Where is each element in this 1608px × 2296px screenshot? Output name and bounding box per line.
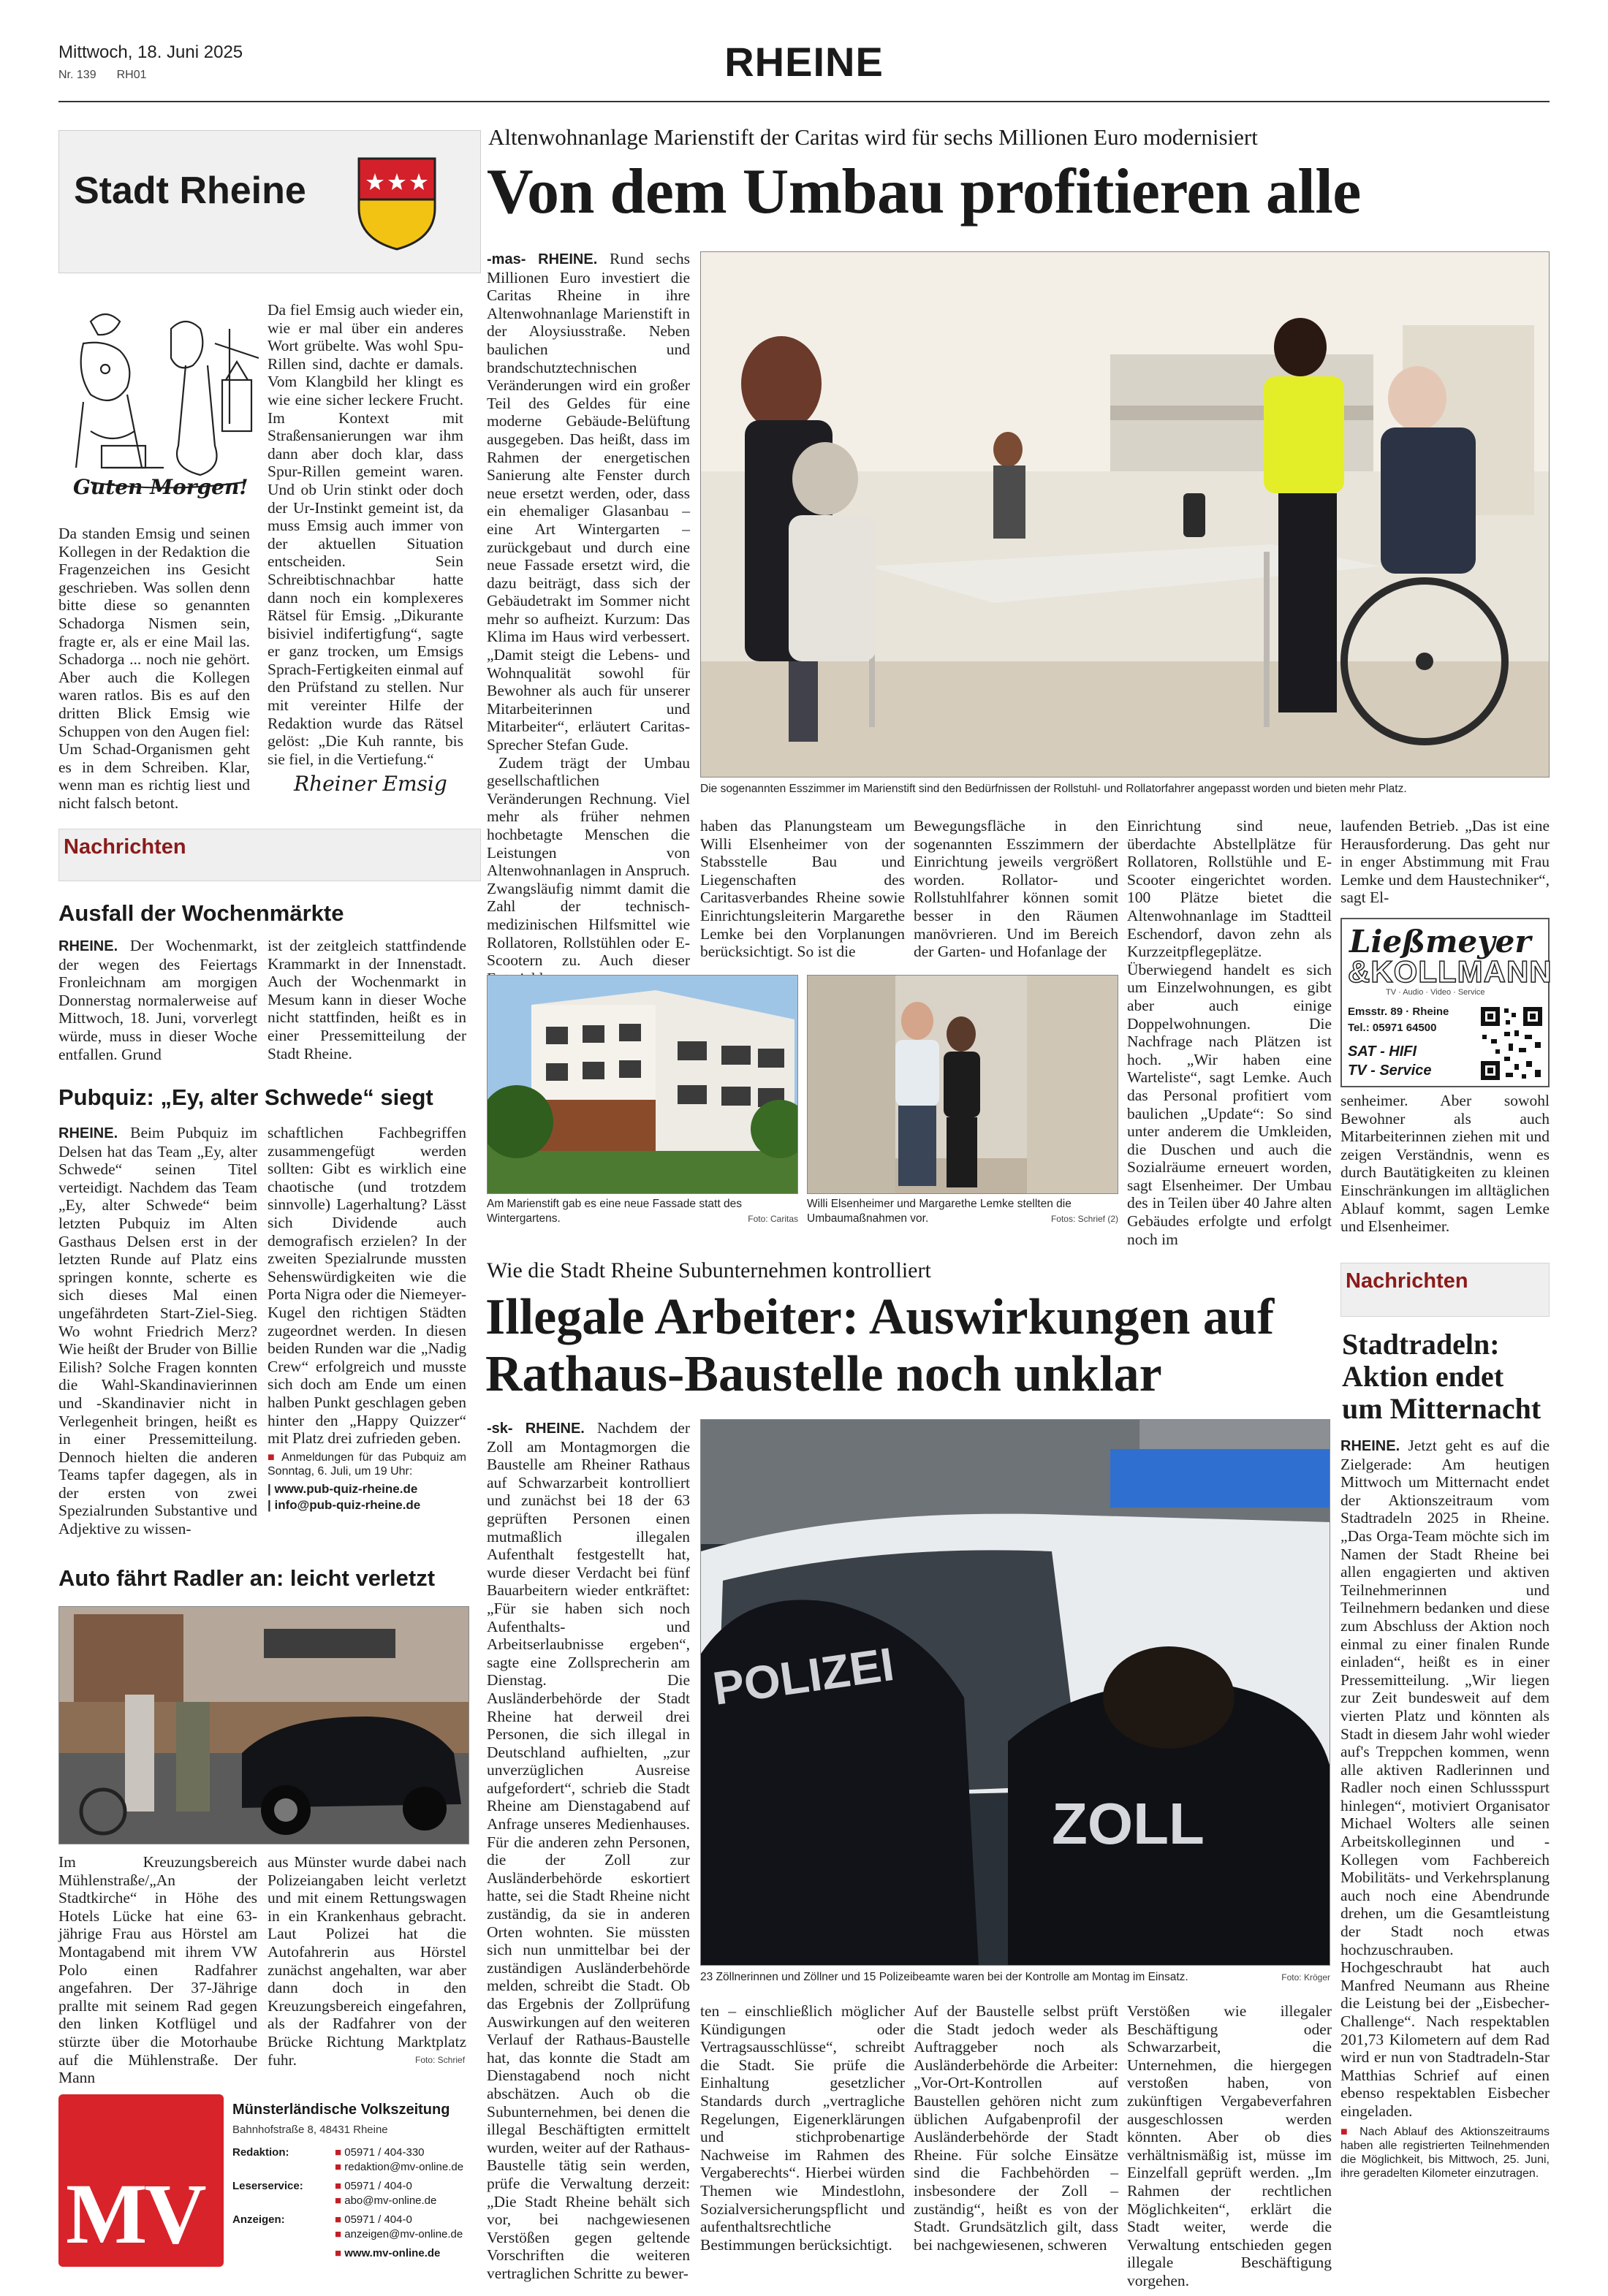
second-column-4: [1127, 2002, 1332, 2290]
mv-contact-table: Redaktion: ■ 05971 / 404-330 ■ redaktion@mv-online.de Leserservice: ■ 05971 / 404-0 ■ abo@mv-online.de Anzeigen: ■ 05971 / 404-0 ■ anzeigen@mv-online.de ■ www.mv-online.de: [232, 2146, 464, 2259]
guten-morgen-column-1: [58, 525, 250, 813]
wochenmaerkte-text-1: Der Wochenmarkt, der wegen des Feiertags Fronleichnam am morgigen Donnerstag normalerweise auf Mittwoch, 18. Juni, vorverlegt würde, muss in dieser Woche entfallen. Grund: [58, 937, 257, 1063]
nachrichten-right-label-box: [1340, 1263, 1550, 1317]
guten-morgen-text-1: Da standen Emsig und seinen Kollegen in der Redaktion die Fragenzeichen ins Gesicht geschrieben. Was sollen denn bitte diese so genannten Schadorga Nismen sein, fragte er, als er eine Mail las. Schadorga ... noch nie gehört. Aber auch die Kollegen waren ratlos. Bis es auf den dritten Blick Emsig wie Schuppen von den Augen fiel: Um Schad-Organismen geht es in dem Schreiben. Klar, wenn man es richtig liest und nicht falsch betont.: [58, 525, 250, 812]
auto-radler-column-1: [58, 1853, 257, 2087]
accident-photo: [58, 1606, 469, 1844]
dateline: RHEINE.: [58, 1125, 118, 1141]
second-kicker: Wie die Stadt Rheine Subunternehmen kontrolliert: [487, 1258, 931, 1282]
mv-anzeigen-phone[interactable]: 05971 / 404-0: [344, 2213, 412, 2226]
svg-text:POLIZEI: POLIZEI: [709, 1637, 898, 1715]
mv-redaktion-email[interactable]: redaktion@mv-online.de: [344, 2161, 464, 2173]
second-headline: [485, 1289, 1274, 1403]
lead-column-3: [914, 817, 1118, 961]
elsenheimer-lemke-photo: [807, 975, 1118, 1194]
nachrichten-label-box: [58, 829, 481, 881]
ad-tagline: TV · Audio · Video · Service: [1386, 988, 1485, 997]
building-photo-credit: Foto: Caritas: [748, 1214, 798, 1224]
lead-text-3: Bewegungsfläche in den sogenannten Esszimmern der Einrichtung jeweils vergrößert worden. Rollator- und Rollstuhlfahrer können somit besser in den Räumen manövrieren. Und im Bereich der Garten- und Hofanlage der: [914, 817, 1118, 961]
pubquiz-email-link[interactable]: info@pub-quiz-rheine.de: [274, 1497, 421, 1512]
pubquiz-text-1: Beim Pubquiz im Delsen hat das Team „Ey, alter Schwede“ seinen Titel verteidigt. Nachdem das Team „Ey, alter Schwede“ beim letzten Pubquiz im Alten Gasthaus Delsen erst in der letzten Runde auf Platz eins springen konnte, scherte es sich dieses Mal einen ungefährdeten Start-Ziel-Sieg. Wo wohnt Friedrich Merz? Wie heißt der Bruder von Billie Eilish? Solche Fragen konnten die Wahl-Skandinavierinnen und -Skandinavier nicht in Verlegenheit bringen, heißt es in einer Pressemitteilung. Dennoch hielten die anderen Teams tapfer dagegen, als in der ersten von zwei Spezialrunden Substantive und Adjektive zu wissen-: [58, 1124, 258, 1538]
mv-row-label: Redaktion:: [232, 2146, 289, 2159]
ad-brand-2: &KOLLMANN: [1348, 954, 1552, 989]
photo-credit: Foto: Schrief: [415, 2055, 466, 2065]
mv-row-label: Anzeigen:: [232, 2213, 285, 2226]
dateline: RHEINE.: [1340, 1438, 1400, 1454]
rheiner-emsig-signature: Rheiner Emsig: [294, 772, 447, 796]
second-headline-line-2: Rathaus-Baustelle noch unklar: [485, 1346, 1162, 1402]
mv-leserservice-phone[interactable]: 05971 / 404-0: [344, 2180, 412, 2192]
headline-auto-radler: Auto fährt Radler an: leicht verletzt: [58, 1565, 436, 1591]
second-headline-line-1: Illegale Arbeiter: Auswirkungen auf: [485, 1289, 1275, 1345]
lead-text-5a: laufenden Betrieb. „Das ist eine Herausforderung. Das geht nur in enger Abstimmung mit Frau Lemke und dem Haustechniker“, sagt El-: [1340, 817, 1550, 907]
zoll-photo-credit: Foto: Kröger: [1281, 1972, 1330, 1983]
pubquiz-note: Anmeldungen für das Pubquiz am Sonntag, 6. Juli, um 19 Uhr:: [268, 1451, 466, 1478]
mv-row-label: Leserservice:: [232, 2180, 303, 2192]
zoll-police-photo: [700, 1419, 1330, 1966]
guten-morgen-cartoon: [61, 300, 266, 504]
lead-kicker: Altenwohnanlage Marienstift der Caritas wird für sechs Millionen Euro modernisiert: [488, 124, 1258, 150]
second-text-1: Nachdem der Zoll am Montagmorgen die Baustelle am Rheiner Rathaus auf Schwarzarbeit kontrolliert und zunächst bei 18 der 63 geprüften Personen einen mutmaßlich illegalen Aufenthalt festgestellt hat, wurde dieser Verdacht bei fünf Bauarbeitern wieder entkräftet: „Für sie haben sich noch Aufenthalts- und Arbeitserlaubnisse ergeben“, sagte eine Zollsprecherin am Dienstag. Die Ausländerbehörde der Stadt Rheine hat derweil drei Personen, die sich illegal in Deutschland aufhielten, „zur unverzüglichen Ausreise aufgefordert“, schrieb die Stadt Rheine am Dienstagabend auf Anfrage unseres Medienhauses. Für die anderen zehn Personen, die der Zoll zur Ausländerbehörde eskortiert hatte, sei die Stadt Rheine nicht zuständig, da sie in anderen Orten wohnten. Sie müssten sich nun unmittelbar bei der zuständigen Ausländerbehörde melden, schreibt die Stadt. Ob das Ergebnis der Zollprüfung Auswirkungen auf den weiteren Verlauf der Rathaus-Baustelle hat, das konnte die Stadt am Dienstagabend noch nicht abschätzen. Auch ob die Subunternehmen, bei denen die illegal Beschäftigten ermittelt wurden, weiter auf der Rathaus-Baustelle tätig sein werden, prüfe die Verwaltung derzeit: „Die Stadt Rheine behält sich vor, bei nachgewiesenen Verstößen gegen geltende Vorschriften die weiteren vertraglichen Schritte zu bewer-: [487, 1419, 690, 2282]
wochenmaerkte-column-1: [58, 937, 257, 1063]
headline-wochenmaerkte: Ausfall der Wochenmärkte: [58, 900, 344, 926]
building-photo-caption: [487, 1197, 798, 1226]
mv-name: Münsterländische Volkszeitung: [232, 2102, 450, 2118]
edition-code: RH01: [116, 69, 147, 81]
ad-phone[interactable]: Tel.: 05971 64500: [1348, 1022, 1437, 1034]
second-text-2: ten – einschließlich möglicher Kündigungen oder Vertragsausschlüsse“, schreibt die Stadt. Sie prüfe die Einhaltung gesetzlicher Standards durch „vertragliche Regelungen, Eigenerklärungen und stichprobenartige Nachweise im Rahmen des Vergaberechts“. Hierbei würden Themen wie Mindestlohn, Sozialversicherungspflicht und aufenthaltsrechtliche Bestimmungen berücksichtigt.: [700, 2002, 905, 2254]
mv-address: Bahnhofstraße 8, 48431 Rheine: [232, 2124, 388, 2136]
mv-redaktion-phone[interactable]: 05971 / 404-330: [344, 2146, 425, 2159]
auto-radler-column-2: [268, 1853, 466, 2069]
ad-line-1: SAT - HIFI: [1348, 1044, 1417, 1060]
dateline: RHEINE.: [525, 1421, 585, 1437]
lead-photo-caption: Die sogenannten Esszimmer im Marienstift sind den Bedürfnissen der Rollstuhl- und Rollatorfahrer angepasst worden und bieten mehr Platz.: [700, 783, 1407, 795]
lead-text-2: haben das Planungsteam um Willi Elsenheimer von der Stabsstelle Bau und Liegenschaften des Caritasverbandes Rheine sowie Einrichtungsleiterin Margarethe Lemke bei den Vorplanungen berücksichtigt. So ist die: [700, 817, 905, 961]
lead-column-4: [1127, 817, 1332, 1248]
header-rule: [58, 101, 1550, 102]
stadtradeln-headline-2: Aktion endet: [1342, 1360, 1504, 1393]
lead-column-1: [487, 250, 690, 987]
second-text-4: Verstößen wie illegaler Beschäftigung oder Schwarzarbeit, die Unternehmen, die hiergegen verstoßen haben, von zukünftigen Vergabeverfahren ausgeschlossen werden könnten. Aber ob dies verhältnismäßig ist, müsse im Einzelfall geprüft werden. „Im Rahmen der rechtlichen Möglichkeiten“, erklärt die Stadt weiter, werde die Verwaltung entschieden gegen illegale Beschäftigung vorgehen.: [1127, 2002, 1332, 2289]
auto-radler-text-1: Im Kreuzungsbereich Mühlenstraße/„An der Stadtkirche“ in Höhe des Hotels Lücke hat eine 63-jährige Frau aus Hörstel am Montagabend mit ihrem VW Polo einen Radfahrer angefahren. Der 37-Jährige prallte mit seinem Rad gegen den linken Kotflügel und stürzte über die Motorhaube auf die Mühlenstraße. Der Mann: [58, 1853, 257, 2087]
second-column-1: [487, 1419, 690, 2283]
elsenheimer-caption-text: Willi Elsenheimer und Margarethe Lemke stellten die Umbaumaßnahmen vor.: [807, 1198, 1072, 1225]
second-column-2: [700, 2002, 905, 2254]
lead-column-5b: [1340, 1092, 1550, 1236]
stadtradeln-note: Nach Ablauf des Aktionszeitraums haben alle registrierten Teilnehmenden die Möglichkeit, bis Mittwoch, 25. Juni, ihre geradelten Kilometer einzutragen.: [1340, 2125, 1550, 2180]
marienstift-building-photo: [487, 975, 798, 1194]
lead-text-1a: Rund sechs Millionen Euro investiert die Caritas Rheine in ihre Altenwohnanlage Marienstift in der Aloysiusstraße. Neben baulichen und brandschutztechnischen Veränderungen wird ein großer Teil des Geldes für eine moderne Gebäude-Belüftung ausgegeben. Das heißt, dass im Rahmen der energetischen Sanierung alte Fenster durch neue ersetzt werden, oder, dass ein ehemaliger Glasanbau – eine Art Wintergarten – zurückgebaut und durch eine neue Fassade ersetzt wird, die dazu beiträgt, dass sich der Gebäudetrakt im Sommer nicht mehr so aufheizt. Kurzum: Das Klima im Haus wird verbessert. „Damit steigt die Lebens- und Wohnqualität sowohl für Bewohner als auch für unserer Mitarbeiterinnen und Mitarbeiter“, erläutert Caritas-Sprecher Stefan Gude.: [487, 250, 690, 754]
pubquiz-column-1: [58, 1124, 257, 1538]
edition-date: Mittwoch, 18. Juni 2025: [58, 42, 243, 62]
second-byline: -sk-: [487, 1421, 513, 1437]
lead-column-5a: [1340, 817, 1550, 907]
mv-logo-text: MV: [66, 2166, 204, 2262]
stadtradeln-headline-1: Stadtradeln:: [1342, 1328, 1500, 1361]
zoll-caption-text: 23 Zöllnerinnen und Zöllner und 15 Polizeibeamte waren bei der Kontrolle am Montag im Einsatz.: [700, 1971, 1188, 1983]
dateline: RHEINE.: [58, 938, 118, 954]
headline-pubquiz: Pubquiz: „Ey, alter Schwede“ siegt: [58, 1084, 433, 1110]
building-caption-text: Am Marienstift gab es eine neue Fassade statt des Wintergartens.: [487, 1198, 742, 1225]
rheine-coat-of-arms-icon: [357, 157, 436, 251]
lead-headline: Von dem Umbau profitieren alle: [487, 156, 1361, 227]
pubquiz-column-2: schaftlichen Fachbegriffen zusammengefügt werden sollten: Gibt es wirklich eine chaotische (und trotzdem sinnvolle) Lagerhaltung? Lässt sich Dividende auch demografisch erzielen? In der zweiten Spezialrunde mussten Sehenswürdigkeiten wie die Porta Nigra oder die Niemeyer-Kugel den richtigen Städten zugeordnet werden. In diesen beiden Runden war die „Nadig Crew“ erfolgreich und musste sich doch am Ende um einen halben Punkt geschlagen geben hinter den „Happy Quizzer“ mit Platz drei zufrieden geben. ■ Anmeldungen für das Pubquiz am Sonntag, 6. Juli, um 19 Uhr: | www.pub-quiz-rheine.de | info@pub-quiz-rheine.de: [268, 1124, 466, 1512]
liessmeyer-kollmann-ad[interactable]: [1340, 918, 1550, 1087]
lead-text-4: Einrichtung sind neue, überdachte Abstellplätze für Rollatoren, Rollstühle und E-Scooter eingerichtet worden. 100 Plätze bietet die Altenwohnanlage im Stadtteil Eschendorf, davon zehn als Kurzzeitpflegeplätze. Überwiegend handelt es sich um Einzelwohnungen, es gibt aber auch einige Doppelwohnungen. Die Nachfrage nach Plätzen ist hoch. „Wir haben eine Warteliste“, sagt Lemke. Auch das Personal profitiert vom baulichen „Update“: So sind unter anderem die Umkleiden, die Duschen und auch die Sozialräume erneuert worden, sagt Elsenheimer. Der Umbau des in Teilen über 40 Jahre alten Gebäudes erfolgte und erfolgt noch im: [1127, 817, 1332, 1248]
ad-line-2: TV - Service: [1348, 1063, 1432, 1079]
pubquiz-web-link[interactable]: www.pub-quiz-rheine.de: [274, 1481, 418, 1496]
stadt-rheine-title: Stadt Rheine: [74, 170, 306, 212]
mv-leserservice-email[interactable]: abo@mv-online.de: [344, 2194, 437, 2207]
zoll-photo-caption: [700, 1970, 1330, 1985]
mv-website-link[interactable]: www.mv-online.de: [344, 2247, 441, 2259]
wochenmaerkte-column-2: [268, 937, 466, 1063]
nachrichten-label: Nachrichten: [64, 835, 186, 859]
lead-photo-dining-room: [700, 251, 1550, 778]
section-title: RHEINE: [724, 39, 884, 85]
stadtradeln-text: Jetzt geht es auf die Zielgerade: Am heutigen Mittwoch um Mitternacht endet der Aktionszeitraum vom Stadtradeln 2025 in Rheine. „Das Orga-Team möchte sich im Namen der Stadt Rheine bei allen engagierten und aktiven Teilnehmerinnen und Teilnehmern bedanken und diese zum Abschluss der Aktion noch einmal zu einer finalen Runde einladen“, heißt es in einer Pressemitteilung. „Wir liegen zur Zeit bundesweit auf dem vierten Platz und könnten als Stadt in diesem Jahr wohl wieder auf's Treppchen kommen, wenn alle aktiven Radlerinnen und Radler noch einen Schlussspurt hinlegen“, motiviert Organisator Michael Wolters alle seinen Arbeitskolleginnen und -Kollegen vom Fachbereich Mobilitäts- und Verkehrsplanung auch noch eine Abendrunde drehen, um die Gesamtleistung der Stadt noch etwas hochzuschrauben. Hochgeschraubt hat auch Manfred Neumann aus Rheine die Leistung bei der „Eisbecher-Challenge“. Nach respektablen 201,73 Kilometern auf dem Rad wird er nun von Stadtradeln-Star Matthias Schrief auf einen ebenso respektablen Eisbecher eingeladen.: [1340, 1437, 1550, 2120]
stadtradeln-column: RHEINE. Jetzt geht es auf die Zielgerade: Am heutigen Mittwoch um Mitternacht endet der Aktionszeitraum vom Stadtradeln 2025 in Rheine. „Das Orga-Team möchte sich im Namen der Stadt Rheine bei allen engagierten und aktiven Teilnehmerinnen und Teilnehmern bedanken und diese zum Abschluss der Aktion noch einmal zu einer finalen Runde einladen“, heißt es in einer Pressemitteilung. „Wir liegen zur Zeit bundesweit auf dem vierten Platz und könnten als Stadt in diesem Jahr wohl wieder auf's Treppchen kommen, wenn alle aktiven Radlerinnen und Radler noch einen Schlussspurt hinlegen“, motiviert Organisator Michael Wolters alle seinen Arbeitskolleginnen und -Kollegen vom Fachbereich Mobilitäts- und Verkehrsplanung auch noch eine Abendrunde drehen, um die Gesamtleistung der Stadt noch etwas hochzuschrauben. Hochgeschraubt hat auch Manfred Neumann aus Rheine die Leistung bei der „Eisbecher-Challenge“. Nach respektablen 201,73 Kilometern auf dem Rad wird er nun von Stadtradeln-Star Matthias Schrief auf einen ebenso respektablen Eisbecher eingeladen. ■ Nach Ablauf des Aktionszeitraums haben alle registrierten Teilnehmenden die Möglichkeit, bis Mittwoch, 25. Juni, ihre geradelten Kilometer einzutragen.: [1340, 1437, 1550, 2180]
lead-column-2: [700, 817, 905, 961]
mv-anzeigen-email[interactable]: anzeigen@mv-online.de: [344, 2228, 463, 2240]
issue-info: [58, 69, 167, 82]
nachrichten-right-label: Nachrichten: [1346, 1269, 1468, 1293]
lead-text-1b: Zudem trägt der Umbau gesellschaftlichen Veränderungen Rechnung. Viel mehr als früher nehmen hochbetagte Menschen die Leistungen von Altenwohnanlagen in Anspruch. Zwangsläufig nimmt damit die Zahl der technisch-medizinischen Hilfsmittel wie Rollatoren, Rollstühlen oder E-Scootern zu. Auch dieser: [487, 753, 690, 970]
pubquiz-text-2: schaftlichen Fachbegriffen zusammengefügt werden sollten: Gibt es wirklich eine chaotische (und trotzdem sinnvolle) Lagerhaltung? Lässt sich Dividende auch demografisch erzielen? In der zweiten Spezialrunde mussten Sehenswürdigkeiten wie die Porta Nigra oder die Niemeyer-Kugel den richtigen Städten zugeordnet werden. In diesen beiden Runden war die „Nadig Crew“ erfolgreich und musste sich doch am Ende um einen halben Punkt geschlagen geben hinter den „Happy Quizzer“ mit Platz drei zufrieden geben.: [268, 1124, 466, 1448]
lead-byline: -mas-: [487, 251, 526, 267]
lead-text-5b: senheimer. Aber sowohl Bewohner als auch Mitarbeiterinnen ziehen mit und zeigen Verständnis, wenn es durch Bautätigkeiten zu kleinen Einschränkungen im alltäglichen Ablauf kommt, sagen Lemke und Elsenheimer.: [1340, 1092, 1550, 1236]
issue-number: Nr. 139: [58, 69, 96, 81]
auto-radler-text-2: aus Münster wurde dabei nach Polizeiangaben leicht verletzt und mit einem Rettungswagen in ein Krankenhaus gebracht. Laut Polizei hat die Autofahrerin aus Hörstel zunächst angehalten, war aber dann doch in den Kreuzungsbereich eingefahren, als der Radfahrer von der Brücke Richtung Marktplatz fuhr.: [268, 1853, 466, 2069]
qr-code-icon[interactable]: [1479, 1006, 1544, 1082]
guten-morgen-greeting: Guten Morgen!: [73, 475, 249, 499]
stadt-rheine-banner: [58, 130, 481, 273]
wochenmaerkte-text-2: ist der zeitgleich stattfindende Krammarkt in der Innenstadt. Auch der Wochenmarkt in Mesum kann in dieser Woche nicht stattfinden, heißt es in einer Pressemitteilung der Stadt Rheine.: [268, 937, 466, 1063]
guten-morgen-text-2: Da fiel Emsig auch wieder ein, wie er mal über ein anderes Wort grübelte. Was wohl Spu-Rillen sind, dachte er damals. Vom Klangbild her klingt es wie eine sicher leckere Frucht. Im Kontext mit Straßensanierungen war ihm dann aber doch klar, dass Spur-Rillen gemeint waren. Und ob Urin stinkt oder doch der Ur-Instinkt gemeint ist, da muss Emsig auch immer von der aktuellen Situation entscheiden. Sein Schreibtischnachbar hatte dann noch ein komplexeres Rätsel für Emsig. „Dikurante bisiviel indifertigfung“, sagte er ganz trocken, um Emsigs Sprach-Fertigkeiten einmal auf den Prüfstand zu stellen. Nur mit vereinter Hilfe der Redaktion wurde das Rätsel gelöst: „Die Kuh rannte, bis sie fiel, in die Vertiefung.“: [268, 301, 463, 768]
second-text-3: Auf der Baustelle selbst prüft die Stadt jedoch weder als Auftraggeber noch als Ausländerbehörde die Arbeiter: „Vor-Ort-Kontrollen auf Baustellen gehören nicht zum üblichen Aufgabenprofil der Ausländerbehörde der Stadt Rheine. Für solche Einsätze sind die Fachbehörden – insbesondere der Zoll – zuständig“, heißt es von der Stadt. Grundsätzlich gilt, dass bei nachgewiesenen, schweren: [914, 2002, 1118, 2254]
svg-text:ZOLL: ZOLL: [1052, 1791, 1205, 1856]
ad-brand-1: Ließmeyer: [1349, 924, 1531, 959]
guten-morgen-column-2: [268, 301, 463, 768]
dateline: RHEINE.: [538, 251, 598, 267]
stadtradeln-headline: [1342, 1328, 1541, 1425]
second-column-3: [914, 2002, 1118, 2254]
mv-logo: [58, 2094, 224, 2267]
ad-street: Emsstr. 89 · Rheine: [1348, 1006, 1449, 1018]
stadtradeln-headline-3: um Mitternacht: [1342, 1392, 1541, 1425]
elsenheimer-photo-credit: Fotos: Schrief (2): [1050, 1214, 1118, 1224]
elsenheimer-photo-caption: [807, 1197, 1118, 1226]
